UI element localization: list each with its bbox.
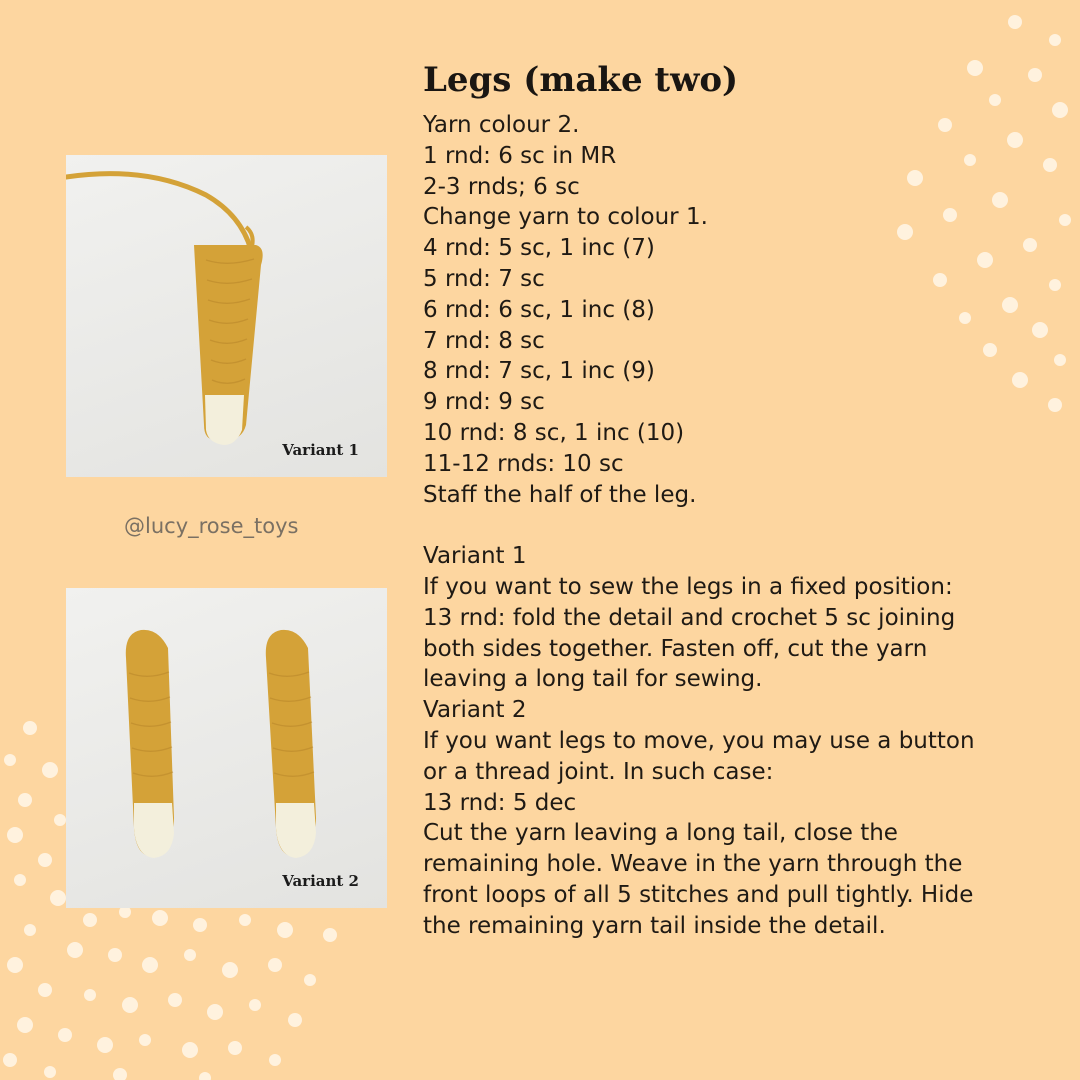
instruction-line: Cut the yarn leaving a long tail, close the <box>423 820 898 847</box>
instruction-line: 2-3 rnds; 6 sc <box>423 173 580 200</box>
author-handle: @lucy_rose_toys <box>124 514 299 538</box>
instruction-line: the remaining yarn tail inside the detail. <box>423 912 886 939</box>
instruction-line: 1 rnd: 6 sc in MR <box>423 142 617 169</box>
instruction-line: If you want to sew the legs in a fixed position: <box>423 573 953 600</box>
instruction-line: both sides together. Fasten off, cut the yarn <box>423 635 928 662</box>
page-title: Legs (make two) <box>423 60 739 100</box>
instruction-line: Variant 2 <box>423 697 527 724</box>
instruction-line: 9 rnd: 9 sc <box>423 389 545 416</box>
instruction-line: 13 rnd: 5 dec <box>423 789 577 816</box>
instruction-line: 10 rnd: 8 sc, 1 inc (10) <box>423 419 685 446</box>
crochet-legs-illustration <box>66 588 387 908</box>
photo-variant-2 <box>66 588 387 908</box>
instruction-line: Variant 1 <box>423 543 527 570</box>
photo-variant-1 <box>66 155 387 477</box>
instruction-line <box>423 510 1063 541</box>
instruction-line: Change yarn to colour 1. <box>423 204 708 231</box>
instruction-line: If you want legs to move, you may use a button <box>423 727 975 754</box>
instruction-line: front loops of all 5 stitches and pull tightly. Hide <box>423 881 974 908</box>
instruction-line: 6 rnd: 6 sc, 1 inc (8) <box>423 296 655 323</box>
instruction-line: remaining hole. Weave in the yarn through the <box>423 851 963 878</box>
instruction-line: 7 rnd: 8 sc <box>423 327 545 354</box>
photo-caption: Variant 2 <box>282 872 359 890</box>
instruction-line: Yarn colour 2. <box>423 112 580 138</box>
instruction-line: 8 rnd: 7 sc, 1 inc (9) <box>423 358 655 385</box>
instruction-line: leaving a long tail for sewing. <box>423 666 763 693</box>
instruction-line: 4 rnd: 5 sc, 1 inc (7) <box>423 235 655 262</box>
instruction-line: 5 rnd: 7 sc <box>423 265 545 292</box>
instruction-line: 11-12 rnds: 10 sc <box>423 450 624 477</box>
instruction-line: or a thread joint. In such case: <box>423 758 774 785</box>
instruction-line: 13 rnd: fold the detail and crochet 5 sc joining <box>423 604 956 631</box>
instruction-line: Staff the half of the leg. <box>423 481 697 508</box>
photo-caption: Variant 1 <box>282 441 359 459</box>
instructions-text <box>423 110 1063 942</box>
crochet-leg-illustration <box>66 155 387 477</box>
